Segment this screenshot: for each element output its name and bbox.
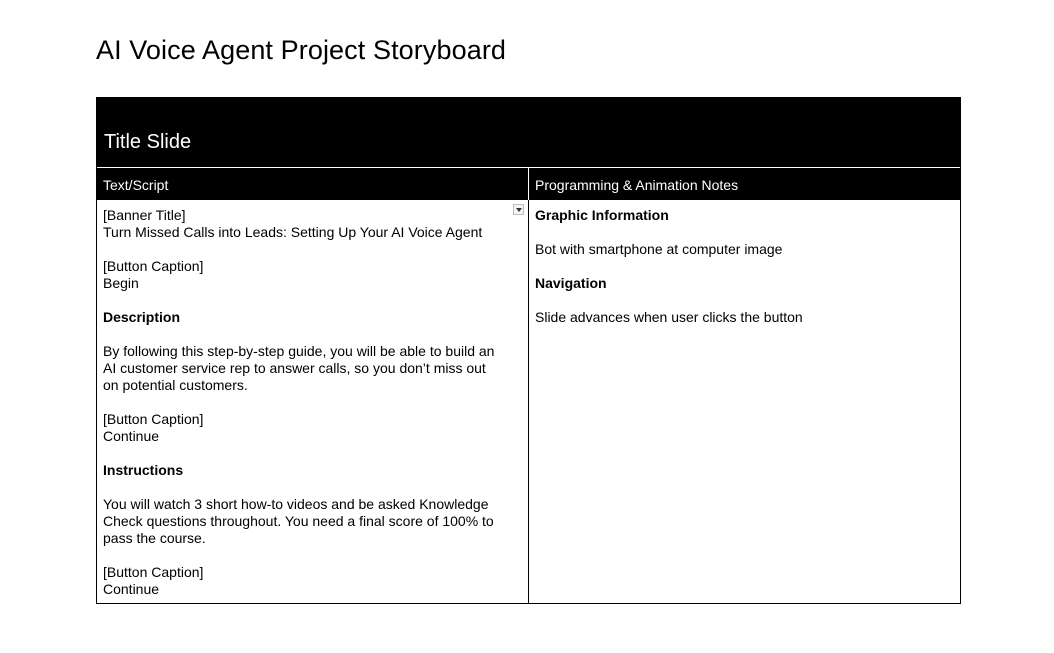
page-title: AI Voice Agent Project Storyboard: [96, 35, 507, 65]
button-caption-tag: [Button Caption]: [103, 258, 204, 274]
button-caption-tag: [Button Caption]: [103, 411, 204, 427]
instructions-heading: Instructions: [103, 462, 184, 478]
chevron-down-icon[interactable]: [513, 204, 524, 215]
slide-header: Title Slide: [97, 98, 960, 168]
description-line: By following this step-by-step guide, you will be able to build an: [103, 343, 495, 359]
graphic-information-heading: Graphic Information: [535, 207, 669, 223]
banner-title-text: Turn Missed Calls into Leads: Setting Up Your AI Voice Agent: [103, 224, 483, 240]
button-caption-tag: [Button Caption]: [103, 564, 204, 580]
description-heading: Description: [103, 309, 181, 325]
description-line: on potential customers.: [103, 377, 248, 393]
instructions-line: Check questions throughout. You need a final score of 100% to: [103, 513, 494, 529]
notes-cell[interactable]: [529, 200, 960, 603]
graphic-information-text: Bot with smartphone at computer image: [535, 241, 783, 257]
column-headers: [97, 168, 960, 200]
column-header-programming-notes: Programming & Animation Notes: [535, 177, 739, 193]
navigation-heading: Navigation: [535, 275, 607, 291]
script-cell[interactable]: [97, 200, 529, 603]
storyboard-table: [96, 97, 961, 604]
description-line: AI customer service rep to answer calls, so you don’t miss out: [103, 360, 486, 376]
instructions-line: pass the course.: [103, 530, 206, 546]
storyboard-body-row: [97, 200, 960, 603]
instructions-line: You will watch 3 short how-to videos and be asked Knowledge: [103, 496, 489, 512]
button-caption-text: Continue: [103, 581, 160, 597]
banner-title-tag: [Banner Title]: [103, 207, 186, 223]
button-caption-text: Continue: [103, 428, 160, 444]
button-caption-text: Begin: [103, 275, 139, 291]
column-header-text-script: Text/Script: [97, 168, 529, 200]
navigation-text: Slide advances when user clicks the button: [535, 309, 803, 325]
